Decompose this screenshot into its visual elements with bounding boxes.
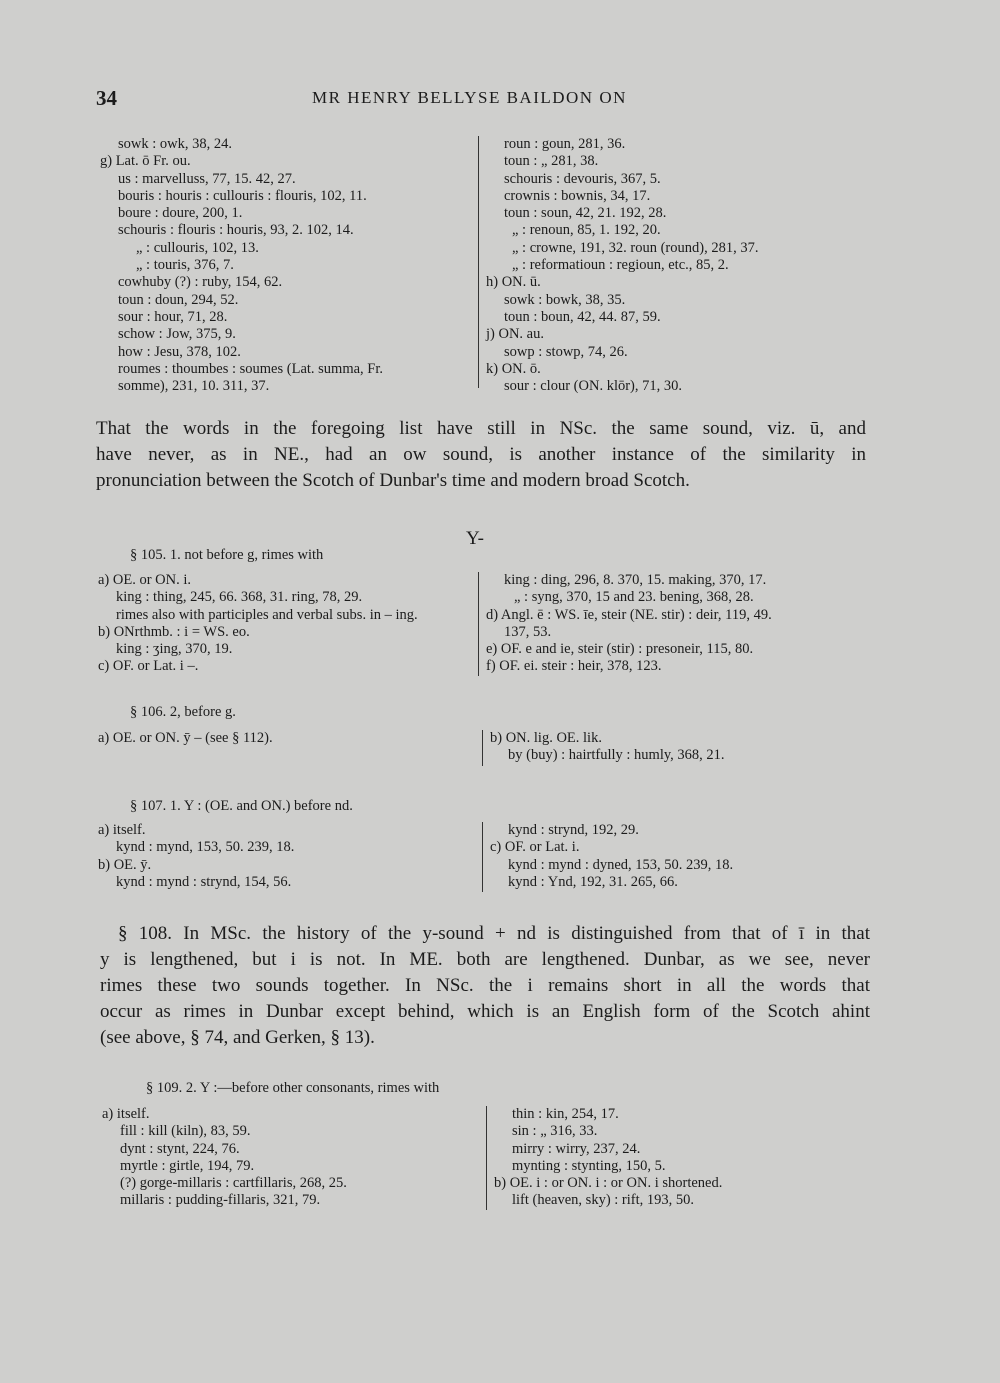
- list-item: f) OF. ei. steir : heir, 378, 123.: [486, 658, 662, 675]
- list-item: how : Jesu, 378, 102.: [118, 343, 241, 360]
- list-item: „ : cullouris, 102, 13.: [136, 239, 259, 256]
- list-item: toun : doun, 294, 52.: [118, 291, 239, 308]
- column-divider: [482, 730, 483, 766]
- list-item: kynd : Ynd, 192, 31. 265, 66.: [508, 873, 678, 890]
- paragraph-line: occur as rimes in Dunbar except behind, which is an English form of the Scotch ahint: [100, 1001, 870, 1022]
- list-item: a) OE. or ON. ȳ – (see § 112).: [98, 730, 273, 746]
- list-item: kynd : mynd : dyned, 153, 50. 239, 18.: [508, 856, 734, 873]
- list-item: „ : reformatioun : regioun, etc., 85, 2.: [512, 257, 729, 274]
- list-item: „ : syng, 370, 15 and 23. bening, 368, 28.: [514, 589, 754, 606]
- list-item: thin : kin, 254, 17.: [512, 1106, 619, 1122]
- top-right-column: [486, 136, 866, 395]
- list-item: kynd : strynd, 192, 29.: [508, 822, 639, 838]
- top-left-column: [100, 136, 470, 395]
- list-item: kynd : mynd, 153, 50. 239, 18.: [116, 839, 295, 856]
- list-item: toun : soun, 42, 21. 192, 28.: [504, 205, 667, 222]
- list-item: „ : touris, 376, 7.: [136, 257, 234, 274]
- column-divider: [482, 822, 483, 892]
- paragraph-line: rimes these two sounds together. In NSc. the i remains short in all the words that: [100, 975, 870, 996]
- list-item: mirry : wirry, 237, 24.: [512, 1140, 641, 1157]
- section-letter-heading: Y-: [466, 528, 484, 549]
- list-item: king : ʒing, 370, 19.: [116, 641, 233, 658]
- list-item: c) OF. or Lat. i.: [490, 839, 580, 856]
- section-heading-107: § 107. 1. Y : (OE. and ON.) before nd.: [130, 798, 353, 814]
- list-item: millaris : pudding-fillaris, 321, 79.: [120, 1192, 321, 1209]
- list-item: 137, 53.: [504, 623, 552, 640]
- list-item: d) Angl. ē : WS. īe, steir (NE. stir) : deir, 119, 49.: [486, 606, 772, 623]
- s105-right-column: [486, 572, 876, 676]
- list-item: us : marvelluss, 77, 15. 42, 27.: [118, 170, 296, 187]
- list-item: k) ON. ō.: [486, 360, 541, 377]
- list-item: sin : „ 316, 33.: [512, 1123, 598, 1140]
- list-item: e) OF. e and ie, steir (stir) : presoneir, 115, 80.: [486, 641, 754, 658]
- paragraph-line: y is lengthened, but i is not. In ME. both are lengthened. Dunbar, as we see, never: [100, 949, 870, 970]
- paragraph-line: (see above, § 74, and Gerken, § 13).: [100, 1027, 375, 1048]
- list-item: king : ding, 296, 8. 370, 15. making, 370, 17.: [504, 572, 767, 588]
- list-item: mynting : stynting, 150, 5.: [512, 1157, 666, 1174]
- list-item: roun : goun, 281, 36.: [504, 136, 626, 152]
- list-item: a) OE. or ON. i.: [98, 572, 192, 588]
- running-title: MR HENRY BELLYSE BAILDON ON: [312, 88, 627, 107]
- list-item: sowk : bowk, 38, 35.: [504, 291, 626, 308]
- list-item: c) OF. or Lat. i –.: [98, 658, 199, 675]
- list-item: toun : „ 281, 38.: [504, 153, 599, 170]
- list-item: schouris : devouris, 367, 5.: [504, 170, 661, 187]
- list-item: j) ON. au.: [486, 326, 544, 343]
- paragraph-line: § 108. In MSc. the history of the y-sound + nd is distinguished from that of ī in that: [118, 923, 870, 944]
- section-heading-105: § 105. 1. not before g, rimes with: [130, 547, 324, 563]
- body-paragraph: [96, 416, 866, 494]
- list-item: by (buy) : hairtfully : humly, 368, 21.: [508, 747, 725, 764]
- list-item: sowk : owk, 38, 24.: [118, 136, 232, 152]
- s109-right-column: [494, 1106, 874, 1210]
- list-item: somme), 231, 10. 311, 37.: [118, 378, 270, 395]
- column-divider: [486, 1106, 487, 1210]
- column-divider: [478, 136, 479, 388]
- s107-left-column: [98, 822, 478, 891]
- list-item: „ : renoun, 85, 1. 192, 20.: [512, 222, 661, 239]
- list-item: b) OE. i : or ON. i : or ON. i shortened.: [494, 1175, 723, 1192]
- list-item: dynt : stynt, 224, 76.: [120, 1140, 240, 1157]
- s106-right-column: [490, 730, 870, 765]
- list-item: a) itself.: [98, 822, 146, 838]
- list-item: fill : kill (kiln), 83, 59.: [120, 1123, 251, 1140]
- s105-left-column: [98, 572, 478, 676]
- page-number: 34: [96, 86, 117, 110]
- s107-right-column: [490, 822, 870, 891]
- list-item: h) ON. ū.: [486, 274, 541, 291]
- s109-left-column: [102, 1106, 482, 1210]
- list-item: b) ONrthmb. : i = WS. eo.: [98, 623, 250, 640]
- page-header: [0, 86, 1000, 110]
- list-item: b) ON. lig. OE. lik.: [490, 730, 602, 746]
- list-item: crownis : bownis, 34, 17.: [504, 187, 651, 204]
- s106-left-column: [98, 730, 478, 747]
- list-item: cowhuby (?) : ruby, 154, 62.: [118, 274, 283, 291]
- paragraph-line: pronunciation between the Scotch of Dunbar's time and modern broad Scotch.: [96, 470, 690, 491]
- list-item: a) itself.: [102, 1106, 150, 1122]
- list-item: king : thing, 245, 66. 368, 31. ring, 78, 29.: [116, 589, 363, 606]
- list-item: lift (heaven, sky) : rift, 193, 50.: [512, 1192, 695, 1209]
- paragraph-line: That the words in the foregoing list have still in NSc. the same sound, viz. ū, and: [96, 418, 866, 439]
- list-item: sour : hour, 71, 28.: [118, 308, 228, 325]
- paragraph-line: have never, as in NE., had an ow sound, is another instance of the similarity in: [96, 444, 866, 465]
- list-item: roumes : thoumbes : soumes (Lat. summa, Fr.: [118, 360, 384, 377]
- section-heading-106: § 106. 2, before g.: [130, 704, 236, 720]
- list-item: sowp : stowp, 74, 26.: [504, 343, 628, 360]
- list-item: boure : doure, 200, 1.: [118, 205, 243, 222]
- list-item: myrtle : girtle, 194, 79.: [120, 1157, 255, 1174]
- list-item: rimes also with participles and verbal subs. in – ing.: [116, 606, 418, 623]
- section-heading-109: § 109. 2. Y :—before other consonants, rimes with: [146, 1080, 440, 1096]
- list-item: sour : clour (ON. klōr), 71, 30.: [504, 378, 683, 395]
- list-item: schouris : flouris : houris, 93, 2. 102, 14.: [118, 222, 354, 239]
- body-paragraph-108: [100, 921, 870, 1051]
- list-item: schow : Jow, 375, 9.: [118, 326, 236, 343]
- list-item: g) Lat. ō Fr. ou.: [100, 153, 191, 170]
- list-item: (?) gorge-millaris : cartfillaris, 268, 25.: [120, 1175, 347, 1192]
- list-item: toun : boun, 42, 44. 87, 59.: [504, 308, 661, 325]
- list-item: „ : crowne, 191, 32. roun (round), 281, 37.: [512, 239, 759, 256]
- column-divider: [478, 572, 479, 676]
- list-item: b) OE. ȳ.: [98, 856, 152, 873]
- list-item: bouris : houris : cullouris : flouris, 102, 11.: [118, 187, 367, 204]
- list-item: kynd : mynd : strynd, 154, 56.: [116, 873, 292, 890]
